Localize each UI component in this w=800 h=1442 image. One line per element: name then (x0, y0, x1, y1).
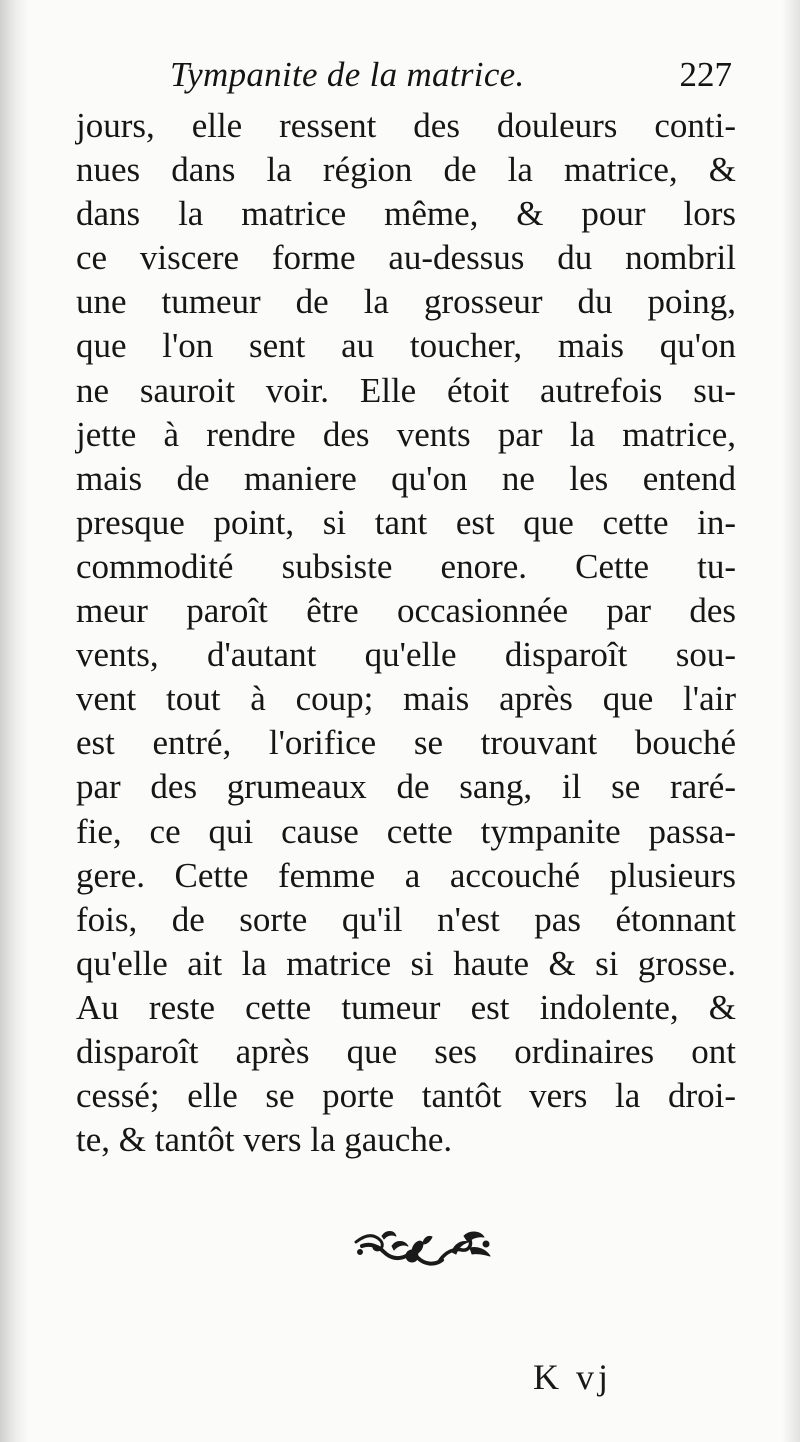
text-line: par des grumeaux de sang, il se raré- (76, 767, 736, 807)
text-line: Au reste cette tumeur est indolente, & (76, 987, 736, 1027)
page-edge-shadow (782, 0, 800, 1442)
text-line: ne sauroit voir. Elle étoit autrefois su- (76, 370, 736, 410)
body-text (76, 104, 736, 1162)
text-line: meur paroît être occasionnée par des (76, 591, 736, 631)
page-gutter-shadow (0, 0, 28, 1442)
text-line: jours, elle ressent des douleurs conti- (76, 106, 736, 145)
text-line: gere. Cette femme a accouché plusieurs (76, 855, 736, 895)
page-header (170, 48, 740, 102)
running-title: Tympanite de la matrice. (170, 55, 525, 94)
text-line: vent tout à coup; mais après que l'air (76, 679, 736, 719)
text-line: cessé; elle se porte tantôt vers la droi- (76, 1076, 736, 1116)
fleuron-ornament-icon (352, 1222, 494, 1272)
text-line: fois, de sorte qu'il n'est pas étonnant (76, 899, 736, 939)
text-line: jette à rendre des vents par la matrice, (76, 414, 736, 454)
text-line: que l'on sent au toucher, mais qu'on (76, 326, 736, 366)
text-line: presque point, si tant est que cette in- (76, 502, 736, 542)
text-line: est entré, l'orifice se trouvant bouché (76, 723, 736, 763)
page-number: 227 (679, 55, 732, 94)
text-line: fie, ce qui cause cette tympanite passa- (76, 811, 736, 851)
text-line: dans la matrice même, & pour lors (76, 194, 736, 234)
text-line: une tumeur de la grosseur du poing, (76, 282, 736, 322)
text-line: disparoît après que ses ordinaires ont (76, 1031, 736, 1071)
text-line: commodité subsiste enore. Cette tu- (76, 546, 736, 586)
text-line: te, & tantôt vers la gauche. (76, 1120, 453, 1160)
signature-mark: K vj (533, 1357, 612, 1397)
text-line: vents, d'autant qu'elle disparoît sou- (76, 635, 736, 675)
text-line: mais de maniere qu'on ne les entend (76, 458, 736, 498)
text-line: qu'elle ait la matrice si haute & si grosse. (76, 943, 736, 983)
text-line: ce viscere forme au-dessus du nombril (76, 238, 736, 278)
text-line: nues dans la région de la matrice, & (76, 150, 736, 190)
